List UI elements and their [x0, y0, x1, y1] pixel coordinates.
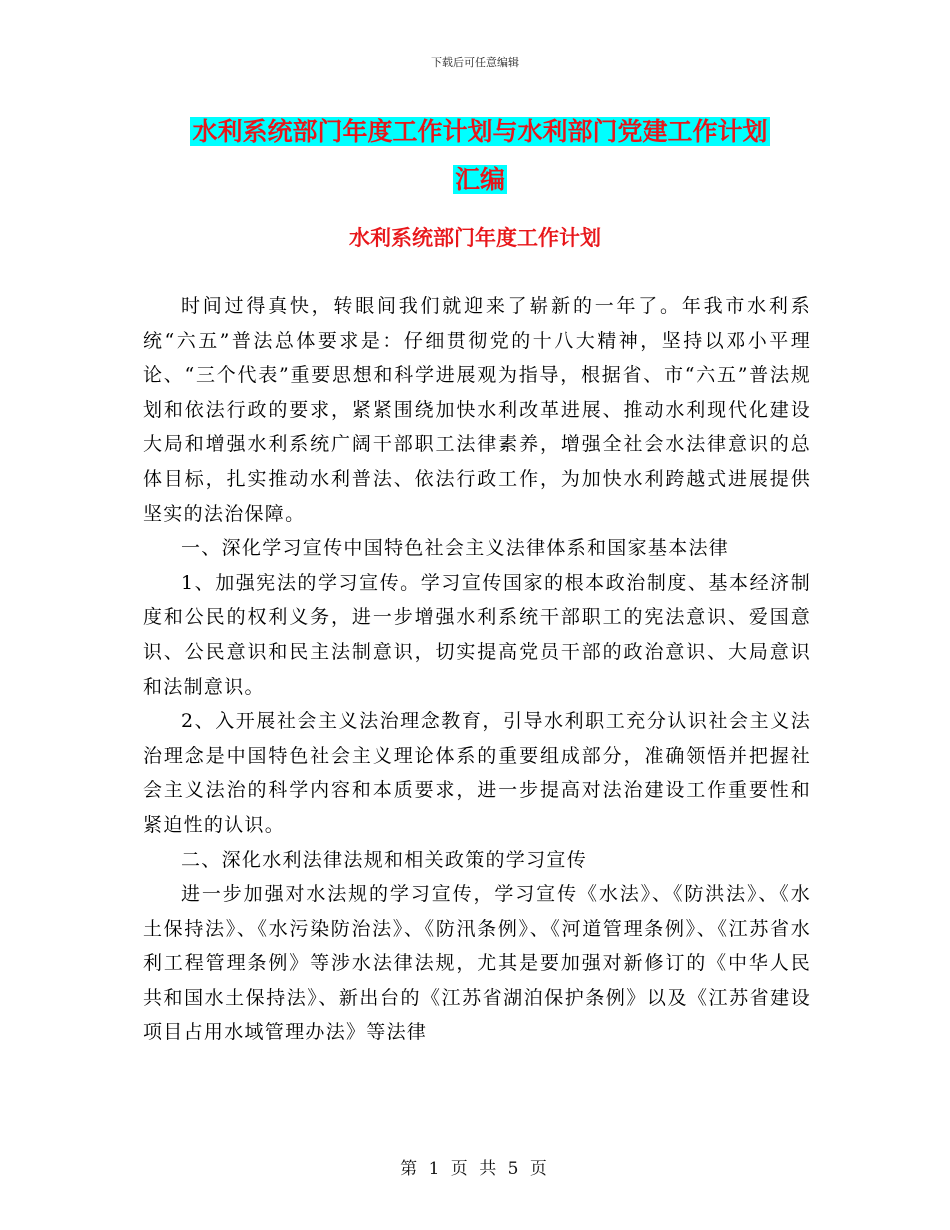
paragraph-item-1: 1、加强宪法的学习宣传。学习宣传国家的根本政治制度、基本经济制度和公民的权利义务，进一步增强水利系统干部职工的宪法意识、爱国意识、公民意识和民主法制意识，切实提高党员干部的政治意识、大局意识和法制意识。 [143, 571, 811, 698]
title-line-2: 汇编 [454, 165, 505, 194]
heading-part-1: 一、深化学习宣传中国特色社会主义法律体系和国家基本法律 [181, 537, 730, 560]
title-line-1: 水利系统部门年度工作计划与水利部门党建工作计划 [192, 117, 768, 146]
paragraph-item-2: 2、入开展社会主义法治理念教育，引导水利职工充分认识社会主义法治理念是中国特色社会主义理论体系的重要组成部分，准确领悟并把握社会主义法治的科学内容和本质要求，进一步提高对法治建设工作重要性和紧迫性的认识。 [143, 710, 811, 836]
paragraph-part-2: 进一步加强对水法规的学习宣传，学习宣传《水法》、《防洪法》、《水土保持法》、《水污染防治法》、《防汛条例》、《河道管理条例》、《江苏省水利工程管理条例》等涉水法律法规，尤其是要加强对新修订的《中华人民共和国水土保持法》、新出台的《江苏省湖泊保护条例》以及《江苏省建设项目占用水域管理办法》等法律 [143, 883, 811, 1044]
document-body [143, 289, 811, 1050]
document-title [140, 108, 820, 204]
page-number: 第 1 页 共 5 页 [400, 1159, 550, 1179]
heading-part-2: 二、深化水利法律法规和相关政策的学习宣传 [181, 848, 588, 871]
paragraph-intro: 时间过得真快，转眼间我们就迎来了崭新的一年了。年我市水利系统“六五”普法总体要求是：仔细贯彻党的十八大精神，坚持以邓小平理论、“三个代表”重要思想和科学进展观为指导，根据省、市“六五”普法规划和依法行政的要求，紧紧围绕加快水利改革进展、推动水利现代化建设大局和增强水利系统广阔干部职工法律素养，增强全社会水法律意识的总体目标，扎实推动水利普法、依法行政工作，为加快水利跨越式进展提供坚实的法治保障。 [143, 295, 811, 525]
section-title: 水利系统部门年度工作计划 [349, 225, 601, 250]
header-note: 下载后可任意编辑 [431, 56, 519, 69]
